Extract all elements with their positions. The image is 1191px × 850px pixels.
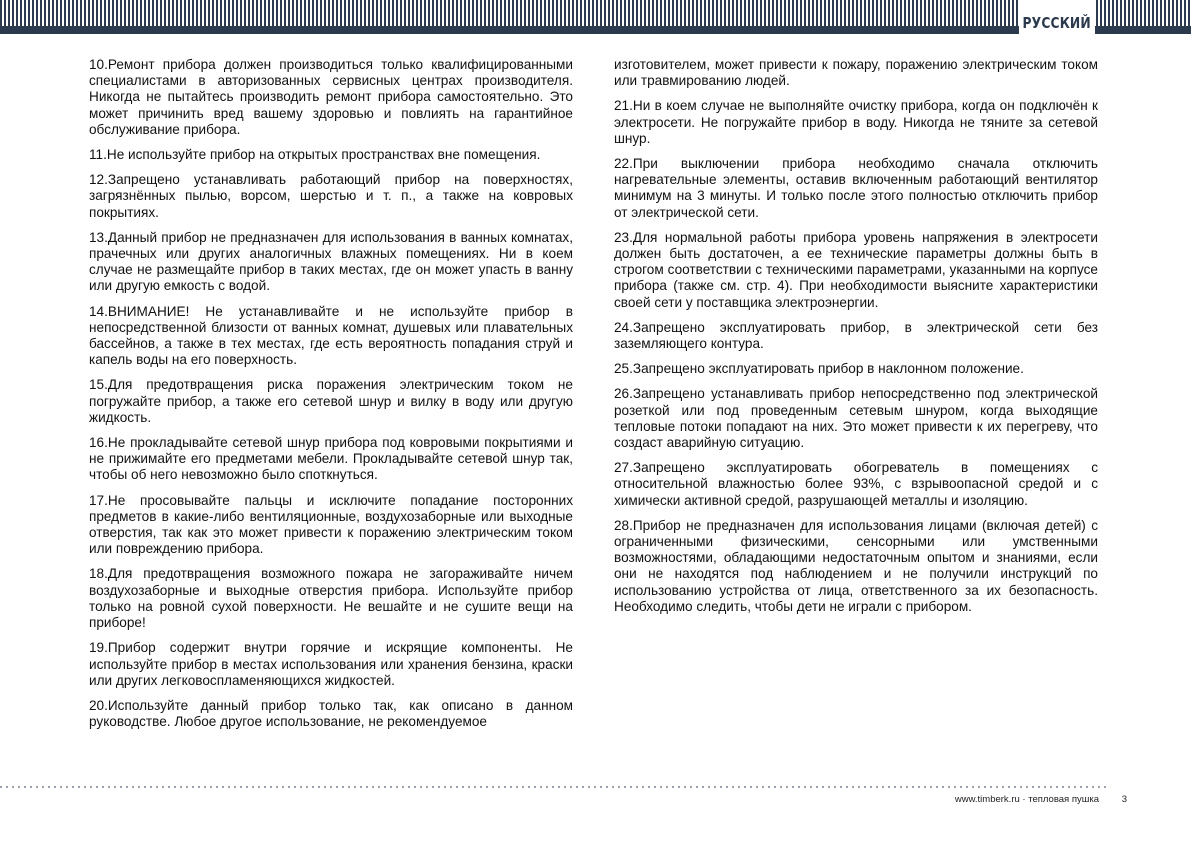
footer-site-text: www.timberk.ru · тепловая пушка xyxy=(954,794,1099,805)
paragraph-15: 15.Для предотвращения риска поражения электрическим током не погружайте прибор, а также его сетевой шнур и вилку в воду или другую жидкость. xyxy=(89,377,573,425)
page-footer xyxy=(700,794,1127,806)
paragraph-17: 17.Не просовывайте пальцы и исключите попадание посторонних предметов в какие-либо вентиляционные, воздухозаборные или выходные отверстия, так как это может привести к поражению электрическим током или повреждению прибора. xyxy=(89,492,573,557)
paragraph-16: 16.Не прокладывайте сетевой шнур прибора под ковровыми покрытиями и не прижимайте его предметами мебели. Прокладывайте сетевой шнур так, чтобы об него невозможно было споткнуться. xyxy=(89,435,573,483)
paragraph-14: 14.ВНИМАНИЕ! Не устанавливайте и не используйте прибор в непосредственной близости от ванных комнат, душевых или плавательных бассейнов, а также в тех местах, где есть вероятность попадания струй и капель воды на его поверхность. xyxy=(89,303,573,368)
right-column xyxy=(614,57,1098,624)
footer-dotted-divider xyxy=(0,786,1110,788)
paragraph-13: 13.Данный прибор не предназначен для использования в ванных комнатах, прачечных или других аналогичных влажных помещениях. Ни в коем случае не размещайте прибор в таких местах, где он может упасть в ванну или другую емкость с водой. xyxy=(89,229,573,294)
paragraph-25: 25.Запрещено эксплуатировать прибор в наклонном положение. xyxy=(614,361,1024,377)
page-number: 3 xyxy=(1121,794,1127,805)
paragraph-12: 12.Запрещено устанавливать работающий прибор на поверхностях, загрязнённых пылью, ворсом, шерстью и т. п., а также на ковровых покрытиях. xyxy=(89,172,573,220)
paragraph-20-continued: изготовителем, может привести к пожару, поражению электрическим током или травмированию людей. xyxy=(614,57,1098,89)
paragraph-28: 28.Прибор не предназначен для использования лицами (включая детей) с ограниченными физическими, сенсорными или умственными возможностями, обладающими недостаточным опытом и знаниями, если они не находятся под наблюдением и не получили инструкций по использованию устройства от лица, ответственного за их безопасность. Необходимо следить, чтобы дети не играли с прибором. xyxy=(614,517,1098,614)
paragraph-24: 24.Запрещено эксплуатировать прибор, в электрической сети без заземляющего контура. xyxy=(614,319,1098,352)
language-tab xyxy=(1019,0,1095,34)
paragraph-23: 23.Для нормальной работы прибора уровень напряжения в электросети должен быть достаточен, а ее технические параметры должны быть в строгом соответствии с техническими параметрами, указанными на корпусе прибора (также см. стр. 4). При необходимости выясните характеристики своей сети у поставщика электроэнергии. xyxy=(614,229,1098,310)
paragraph-27: 27.Запрещено эксплуатировать обогреватель в помещениях с относительной влажностью более 93%, с взрывоопасной средой и с химически активной средой, разрушающей металлы и изоляцию. xyxy=(614,460,1098,508)
paragraph-26: 26.Запрещено устанавливать прибор непосредственно под электрической розеткой или под проведенным сетевым шнуром, когда выходящие тепловые потоки попадают на них. Это может привести к их перегреву, что создаст аварийную ситуацию. xyxy=(614,386,1098,451)
paragraph-21: 21.Ни в коем случае не выполняйте очистку прибора, когда он подключён к электросети. Не погружайте прибор в воду. Никогда не тяните за сетевой шнур. xyxy=(614,98,1098,146)
paragraph-18: 18.Для предотвращения возможного пожара не загораживайте ничем воздухозаборные и выходные отверстия прибора. Используйте прибор только на ровной сухой поверхности. Не вешайте и не сушите вещи на приборе! xyxy=(89,566,573,631)
header-band xyxy=(0,26,1191,34)
paragraph-20: 20.Используйте данный прибор только так, как описано в данном руководстве. Любое другое использование, не рекомендуемое xyxy=(89,697,573,730)
paragraph-22: 22.При выключении прибора необходимо сначала отключить нагревательные элементы, оставив включенным работающий вентилятор минимум на 3 минуты. И только после этого полностью отключить прибор от электрической сети. xyxy=(614,156,1098,220)
left-column xyxy=(89,57,573,739)
paragraph-10: 10.Ремонт прибора должен производиться только квалифицированными специалистами в авторизованных сервисных центрах производителя. Никогда не пытайтесь производить ремонт прибора самостоятельно. Это может причинить вред вашему здоровью и повлиять на гарантийное обслуживание прибора. xyxy=(89,57,573,137)
paragraph-19: 19.Прибор содержит внутри горячие и искрящие компоненты. Не используйте прибор в местах использования или хранения бензина, краски или других легковоспламеняющихся жидкостей. xyxy=(89,640,573,688)
language-label: РУССКИЙ xyxy=(1022,14,1092,32)
paragraph-11: 11.Не используйте прибор на открытых пространствах вне помещения. xyxy=(89,147,541,163)
